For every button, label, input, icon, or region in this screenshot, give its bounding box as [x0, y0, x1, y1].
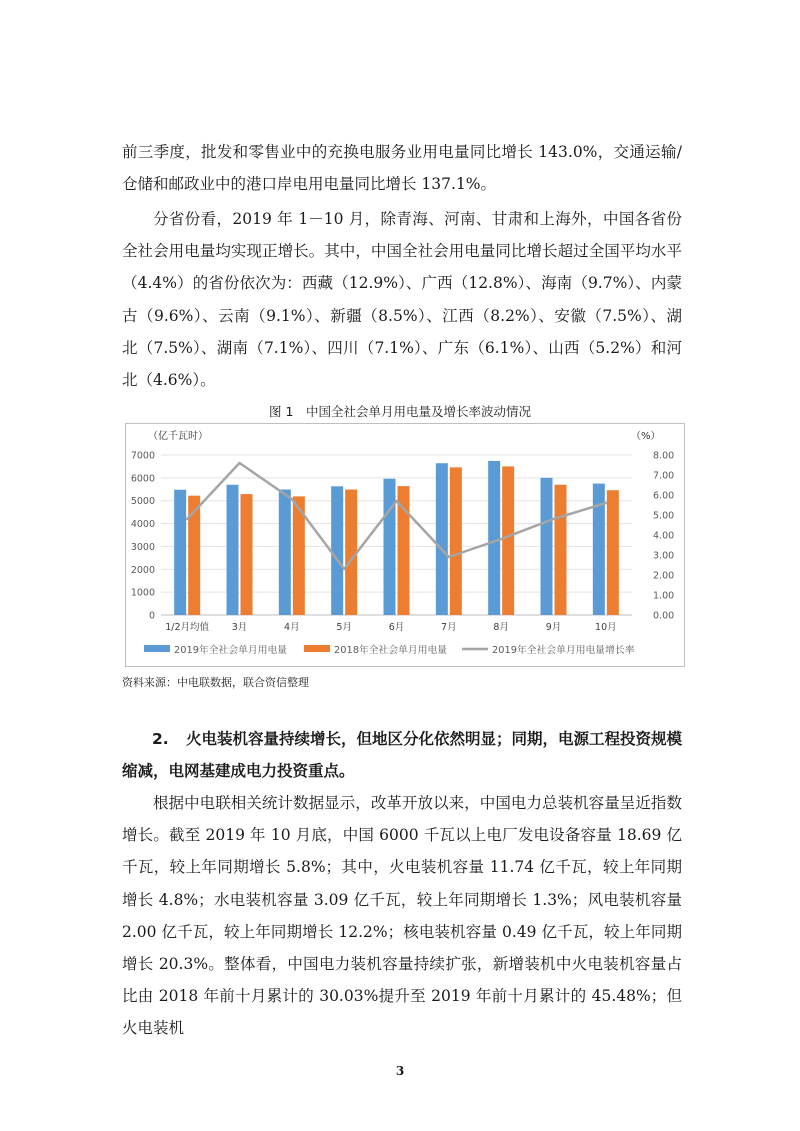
- figure-caption: 图 1 中国全社会单月用电量及增长率波动情况: [269, 404, 531, 419]
- bar-2018: [555, 485, 567, 615]
- x-tick-label: 1/2月均值: [165, 622, 210, 633]
- x-tick-label: 5月: [336, 622, 352, 633]
- x-tick-label: 8月: [493, 622, 509, 633]
- figure-source: 资料来源：中电联数据，联合资信整理: [122, 676, 309, 689]
- legend-swatch: [304, 645, 330, 652]
- y-axis-right-label: （%）: [631, 431, 661, 442]
- bar-2018: [188, 496, 200, 615]
- y-left-tick-label: 6000: [130, 473, 155, 485]
- y-left-tick-label: 7000: [130, 450, 155, 462]
- y-right-tick-label: 8.00: [653, 450, 675, 462]
- y-left-tick-label: 2000: [130, 564, 155, 576]
- x-tick-label: 9月: [545, 622, 562, 633]
- y-right-tick-label: 6.00: [653, 490, 675, 502]
- y-right-tick-label: 2.00: [653, 570, 675, 582]
- x-tick-label: 4月: [284, 622, 300, 633]
- x-tick-label: 6月: [388, 622, 405, 633]
- bar-2018: [450, 467, 462, 615]
- growth-rate-point: [448, 556, 450, 558]
- bar-2019: [488, 461, 500, 615]
- growth-rate-point: [395, 500, 397, 502]
- bar-2018: [345, 490, 357, 615]
- chart-svg: [126, 424, 684, 666]
- paragraph-installed-capacity: 根据中电联相关统计数据显示，改革开放以来，中国电力总装机容量呈近指数增长。截至 2019 年 10 月底，中国 6000 千瓦以上电厂发电设备容量 18.69 亿千瓦，较上年同期增长 5.8%；其中，火电装机容量 11.74 亿千瓦，较上年同期增长 4.8%；水电装机容量 3.09 亿千瓦，较上年同期增长 1.3%；风电装机容量 2.00 亿千瓦，较上年同期增长 12.2%；核电装机容量 0.49 亿千瓦，较上年同期增长 20.3%。整体看，中国电力装机容量持续扩张，新增装机中火电装机容量占比由 2018 年前十月累计的 30.03%提升至 2019 年前十月累计的 45.48%；但火电装机: [122, 794, 682, 1038]
- page-number: 3: [395, 1064, 405, 1078]
- growth-rate-point: [238, 462, 240, 464]
- y-right-tick-label: 0.00: [653, 610, 675, 622]
- y-left-tick-label: 1000: [130, 587, 155, 599]
- legend-label: 2018年全社会单月用电量: [334, 645, 448, 656]
- y-right-tick-label: 7.00: [653, 470, 675, 482]
- y-left-tick-label: 0: [148, 610, 155, 622]
- x-tick-label: 3月: [231, 622, 248, 633]
- y-left-tick-label: 3000: [130, 541, 155, 553]
- y-left-tick-label: 4000: [130, 519, 155, 531]
- x-tick-label: 10月: [595, 622, 617, 633]
- y-right-tick-label: 1.00: [653, 590, 675, 602]
- y-right-tick-label: 4.00: [653, 530, 675, 542]
- growth-rate-point: [552, 518, 554, 520]
- y-right-tick-label: 3.00: [653, 550, 675, 562]
- section-heading-text: 火电装机容量持续增长，但地区分化依然明显；同期，电源工程投资规模缩减，电网基建成电力投资重点。: [122, 730, 683, 780]
- paragraph-provincial-growth: 分省份看，2019 年 1－10 月，除青海、河南、甘肃和上海外，中国各省份全社会用电量均实现正增长。其中，中国全社会用电量同比增长超过全国平均水平（4.4%）的省份依次为：西藏（12.9%）、广西（12.8%）、海南（9.7%）、内蒙古（9.6%）、云南（9.1%）、新疆（8.5%）、江西（8.2%）、安徽（7.5%）、湖北（7.5%）、湖南（7.1%）、四川（7.1%）、广东（6.1%）、山西（5.2%）和河北（4.6%）。: [122, 210, 682, 390]
- electricity-chart: [125, 423, 685, 667]
- legend-swatch: [144, 645, 170, 652]
- section-number: 2.: [152, 730, 169, 748]
- section-heading: [122, 723, 682, 787]
- bar-2018: [241, 494, 253, 615]
- paragraph-sector-growth: 前三季度，批发和零售业中的充换电服务业用电量同比增长 143.0%，交通运输/仓储和邮政业中的港口岸电用电量同比增长 137.1%。: [122, 143, 682, 194]
- bar-2019: [227, 485, 239, 615]
- x-tick-label: 7月: [441, 622, 457, 633]
- bar-2019: [331, 486, 343, 615]
- bar-2019: [174, 490, 186, 615]
- growth-rate-point: [186, 518, 188, 520]
- y-axis-left-label: （亿千瓦时）: [148, 431, 208, 442]
- growth-rate-point: [343, 568, 345, 570]
- y-left-tick-label: 5000: [130, 496, 155, 508]
- bar-2018: [607, 490, 619, 615]
- growth-rate-point: [500, 538, 502, 540]
- bar-2019: [436, 463, 448, 615]
- legend-label: 2019年全社会单月用电量: [174, 645, 288, 656]
- bar-2018: [502, 466, 514, 615]
- growth-rate-point: [605, 502, 607, 504]
- bar-2019: [541, 478, 553, 615]
- bar-2019: [384, 479, 396, 615]
- growth-rate-point: [291, 498, 293, 500]
- y-right-tick-label: 5.00: [653, 510, 675, 522]
- bar-2019: [279, 490, 291, 615]
- legend-label: 2019年全社会单月用电量增长率: [492, 645, 635, 656]
